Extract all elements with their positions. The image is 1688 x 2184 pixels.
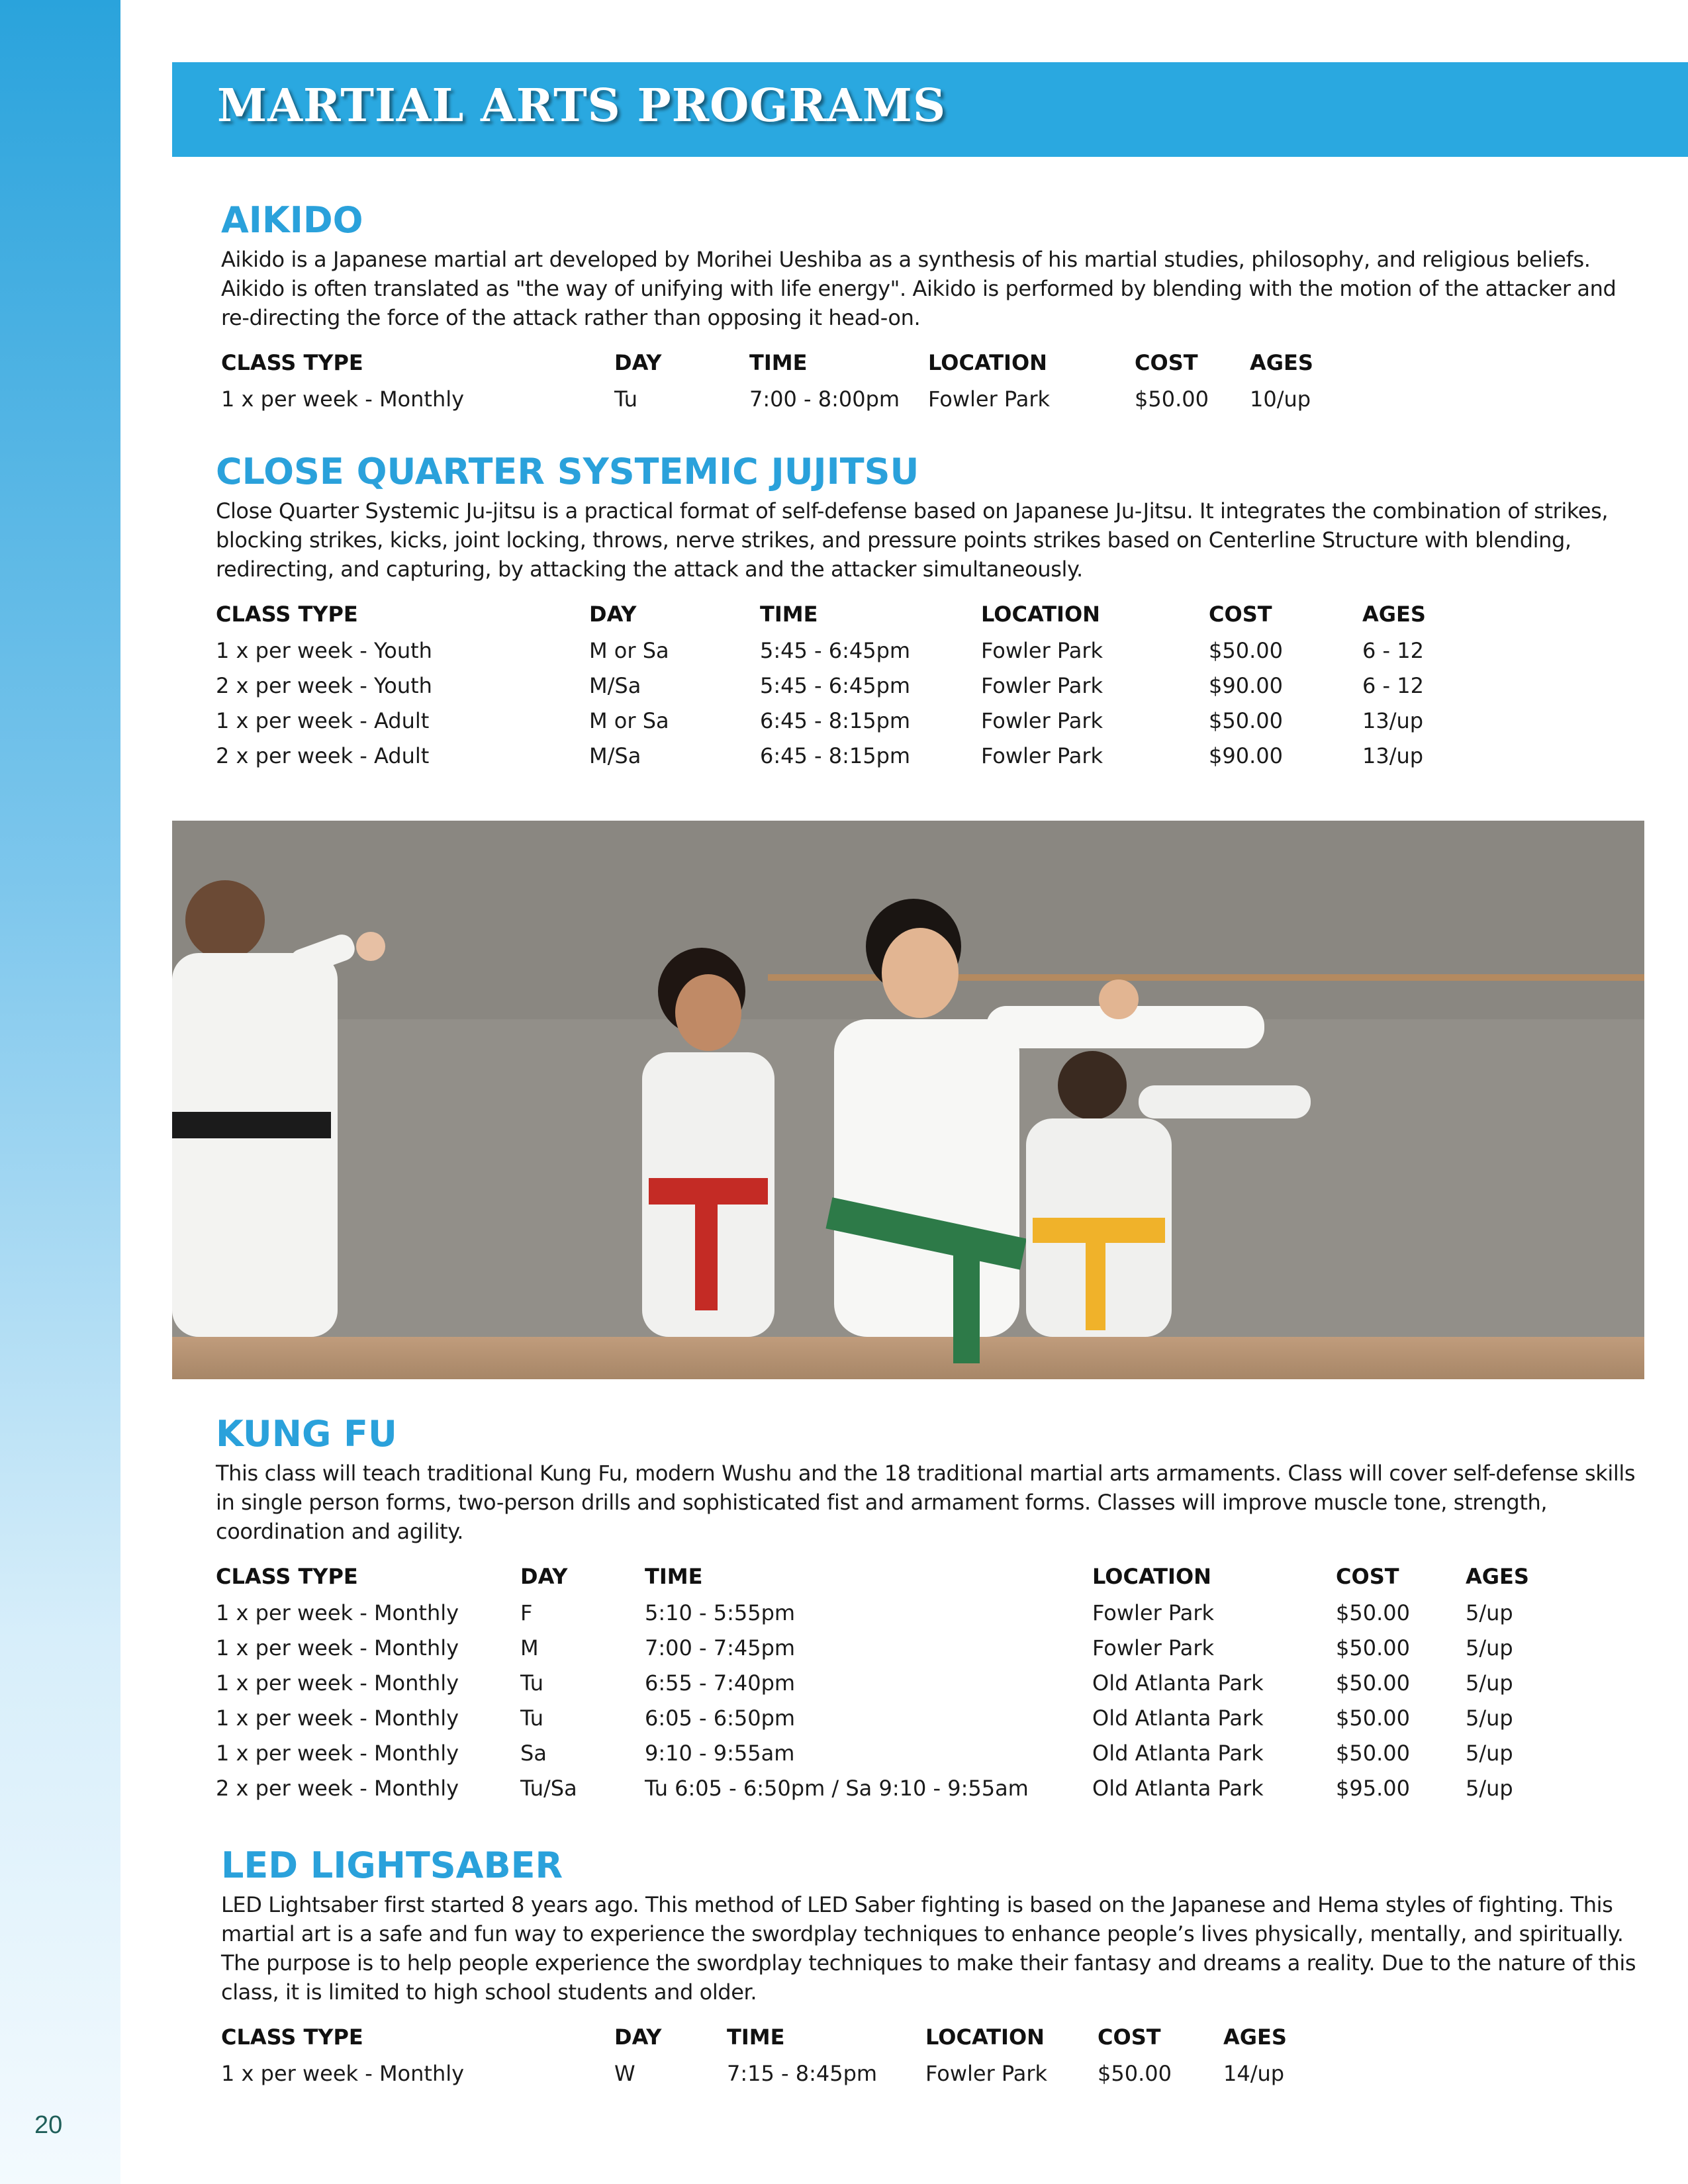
column-header-location: LOCATION (925, 2025, 1045, 2050)
table-header-row (216, 596, 1495, 633)
column-header-ages: AGES (1362, 602, 1426, 627)
column-header-time: TIME (727, 2025, 785, 2050)
cell-day: Sa (520, 1740, 547, 1766)
column-header-day: DAY (589, 602, 637, 627)
cell-day: M/Sa (589, 672, 641, 698)
column-header-time: TIME (645, 1564, 703, 1589)
column-header-day: DAY (614, 2025, 662, 2050)
cell-day: M (520, 1635, 539, 1661)
cell-location: Old Atlanta Park (1092, 1775, 1264, 1801)
table-row (216, 668, 1495, 703)
column-header-time: TIME (749, 350, 808, 375)
cell-day: M/Sa (589, 743, 641, 768)
sidebar-band (0, 0, 120, 2184)
cell-cost: $50.00 (1209, 637, 1283, 663)
cell-day: Tu/Sa (520, 1775, 577, 1801)
cell-day: M or Sa (589, 637, 669, 663)
table-row (216, 738, 1495, 773)
cell-location: Fowler Park (981, 707, 1103, 733)
table-row (216, 1700, 1585, 1735)
section-title: KUNG FU (216, 1413, 397, 1455)
schedule-table (216, 596, 1495, 773)
table-row (216, 1630, 1585, 1665)
cell-class-type: 1 x per week - Monthly (221, 386, 465, 412)
column-header-class-type: CLASS TYPE (216, 1564, 358, 1589)
page-banner (172, 62, 1688, 157)
cell-cost: $50.00 (1336, 1705, 1410, 1731)
cell-ages: 6 - 12 (1362, 637, 1424, 663)
cell-location: Old Atlanta Park (1092, 1670, 1264, 1696)
cell-location: Old Atlanta Park (1092, 1740, 1264, 1766)
column-header-time: TIME (760, 602, 818, 627)
section-description: This class will teach traditional Kung Fu, modern Wushu and the 18 traditional martial arts armaments. Class will cover self-defense skills in single person forms, two-person drills and sophisticated fist and armament forms. Classes will improve muscle tone, strength, coordination and agility. (216, 1461, 1636, 1544)
cell-cost: $90.00 (1209, 672, 1283, 698)
cell-cost: $50.00 (1098, 2060, 1172, 2086)
cell-class-type: 1 x per week - Monthly (216, 1635, 459, 1661)
column-header-class-type: CLASS TYPE (221, 350, 363, 375)
cell-day: F (520, 1600, 533, 1625)
cell-time: 5:45 - 6:45pm (760, 637, 911, 663)
table-row (216, 703, 1495, 738)
cell-location: Fowler Park (981, 637, 1103, 663)
cell-time: 6:55 - 7:40pm (645, 1670, 796, 1696)
cell-class-type: 1 x per week - Monthly (216, 1740, 459, 1766)
table-header-row (221, 344, 1349, 381)
cell-cost: $95.00 (1336, 1775, 1410, 1801)
cell-ages: 5/up (1466, 1775, 1513, 1801)
cell-cost: $50.00 (1336, 1670, 1410, 1696)
cell-class-type: 1 x per week - Monthly (216, 1670, 459, 1696)
cell-time: 6:05 - 6:50pm (645, 1705, 796, 1731)
section-description: Aikido is a Japanese martial art developed by Morihei Ueshiba as a synthesis of his martial studies, philosophy, and religious beliefs. Aikido is often translated as "the way of unifying with life energy". Aikido is performed by blending with the motion of the attacker and re-directing the force of the attack rather than opposing it head-on. (221, 247, 1617, 330)
schedule-table (221, 2019, 1323, 2091)
cell-cost: $50.00 (1336, 1600, 1410, 1625)
cell-class-type: 1 x per week - Monthly (221, 2060, 465, 2086)
table-row (216, 1595, 1585, 1630)
cell-class-type: 1 x per week - Monthly (216, 1600, 459, 1625)
section-description: LED Lightsaber first started 8 years ago. This method of LED Saber fighting is based on the Japanese and Hema styles of fighting. This martial art is a safe and fun way to experience the swordplay techniques to enhance people’s lives physically, mentally, and spiritually. The purpose is to help people experience the swordplay techniques to make their fantasy and dreams a reality. Due to the nature of this class, it is limited to high school students and older. (221, 1892, 1636, 2005)
column-header-day: DAY (520, 1564, 568, 1589)
column-header-cost: COST (1098, 2025, 1161, 2050)
section-title: CLOSE QUARTER SYSTEMIC JUJITSU (216, 451, 919, 492)
schedule-table (221, 344, 1349, 416)
cell-location: Fowler Park (928, 386, 1051, 412)
cell-ages: 5/up (1466, 1635, 1513, 1661)
cell-time: 7:00 - 7:45pm (645, 1635, 796, 1661)
table-row (216, 1665, 1585, 1700)
column-header-location: LOCATION (928, 350, 1047, 375)
page-number: 20 (34, 2111, 63, 2139)
cell-time: 5:45 - 6:45pm (760, 672, 911, 698)
martial-arts-class-photo (172, 821, 1644, 1379)
cell-time: 6:45 - 8:15pm (760, 743, 911, 768)
section-description: Close Quarter Systemic Ju-jitsu is a practical format of self-defense based on Japanese Ju-Jitsu. It integrates the combination of strikes, blocking strikes, kicks, joint locking, throws, nerve strikes, and pressure points strikes based on Centerline Structure with blending, redirecting, and capturing, by attacking the attack and the attacker simultaneously. (216, 498, 1609, 582)
cell-ages: 6 - 12 (1362, 672, 1424, 698)
cell-ages: 5/up (1466, 1600, 1513, 1625)
cell-location: Fowler Park (981, 743, 1103, 768)
cell-ages: 5/up (1466, 1705, 1513, 1731)
cell-class-type: 2 x per week - Youth (216, 672, 432, 698)
cell-time: 5:10 - 5:55pm (645, 1600, 796, 1625)
column-header-cost: COST (1209, 602, 1272, 627)
cell-time: Tu 6:05 - 6:50pm / Sa 9:10 - 9:55am (645, 1775, 1029, 1801)
column-header-location: LOCATION (1092, 1564, 1211, 1589)
section-kungfu (216, 1412, 1639, 1805)
cell-class-type: 1 x per week - Youth (216, 637, 432, 663)
cell-location: Fowler Park (981, 672, 1103, 698)
cell-class-type: 2 x per week - Adult (216, 743, 430, 768)
table-header-row (221, 2019, 1323, 2056)
column-header-location: LOCATION (981, 602, 1100, 627)
column-header-cost: COST (1336, 1564, 1399, 1589)
cell-ages: 10/up (1250, 386, 1311, 412)
schedule-table (216, 1558, 1585, 1805)
cell-cost: $50.00 (1336, 1635, 1410, 1661)
cell-location: Fowler Park (1092, 1600, 1215, 1625)
cell-ages: 13/up (1362, 743, 1424, 768)
cell-time: 7:15 - 8:45pm (727, 2060, 878, 2086)
column-header-class-type: CLASS TYPE (216, 602, 358, 627)
cell-ages: 5/up (1466, 1670, 1513, 1696)
section-aikido (221, 199, 1624, 416)
section-lightsaber (221, 1844, 1651, 2091)
table-row (221, 2056, 1323, 2091)
table-row (216, 1735, 1585, 1770)
column-header-cost: COST (1135, 350, 1198, 375)
column-header-ages: AGES (1466, 1564, 1529, 1589)
table-row (221, 381, 1349, 416)
table-header-row (216, 1558, 1585, 1595)
cell-cost: $50.00 (1135, 386, 1209, 412)
section-jujitsu (216, 450, 1619, 773)
table-row (216, 633, 1495, 668)
cell-day: Tu (520, 1705, 543, 1731)
cell-class-type: 2 x per week - Monthly (216, 1775, 459, 1801)
page-title: MARTIAL ARTS PROGRAMS (217, 79, 947, 132)
photo-illustration (172, 821, 1644, 1379)
cell-ages: 14/up (1223, 2060, 1285, 2086)
cell-day: Tu (520, 1670, 543, 1696)
column-header-ages: AGES (1250, 350, 1313, 375)
section-title: LED LIGHTSABER (221, 1844, 563, 1886)
cell-ages: 5/up (1466, 1740, 1513, 1766)
cell-location: Fowler Park (1092, 1635, 1215, 1661)
cell-day: M or Sa (589, 707, 669, 733)
section-title: AIKIDO (221, 199, 363, 241)
cell-day: Tu (614, 386, 637, 412)
cell-time: 7:00 - 8:00pm (749, 386, 900, 412)
column-header-ages: AGES (1223, 2025, 1287, 2050)
cell-location: Old Atlanta Park (1092, 1705, 1264, 1731)
cell-ages: 13/up (1362, 707, 1424, 733)
cell-cost: $50.00 (1209, 707, 1283, 733)
cell-class-type: 1 x per week - Monthly (216, 1705, 459, 1731)
table-row (216, 1770, 1585, 1805)
cell-class-type: 1 x per week - Adult (216, 707, 430, 733)
cell-time: 9:10 - 9:55am (645, 1740, 795, 1766)
cell-cost: $50.00 (1336, 1740, 1410, 1766)
cell-day: W (614, 2060, 635, 2086)
cell-location: Fowler Park (925, 2060, 1048, 2086)
column-header-day: DAY (614, 350, 662, 375)
column-header-class-type: CLASS TYPE (221, 2025, 363, 2050)
cell-cost: $90.00 (1209, 743, 1283, 768)
cell-time: 6:45 - 8:15pm (760, 707, 911, 733)
